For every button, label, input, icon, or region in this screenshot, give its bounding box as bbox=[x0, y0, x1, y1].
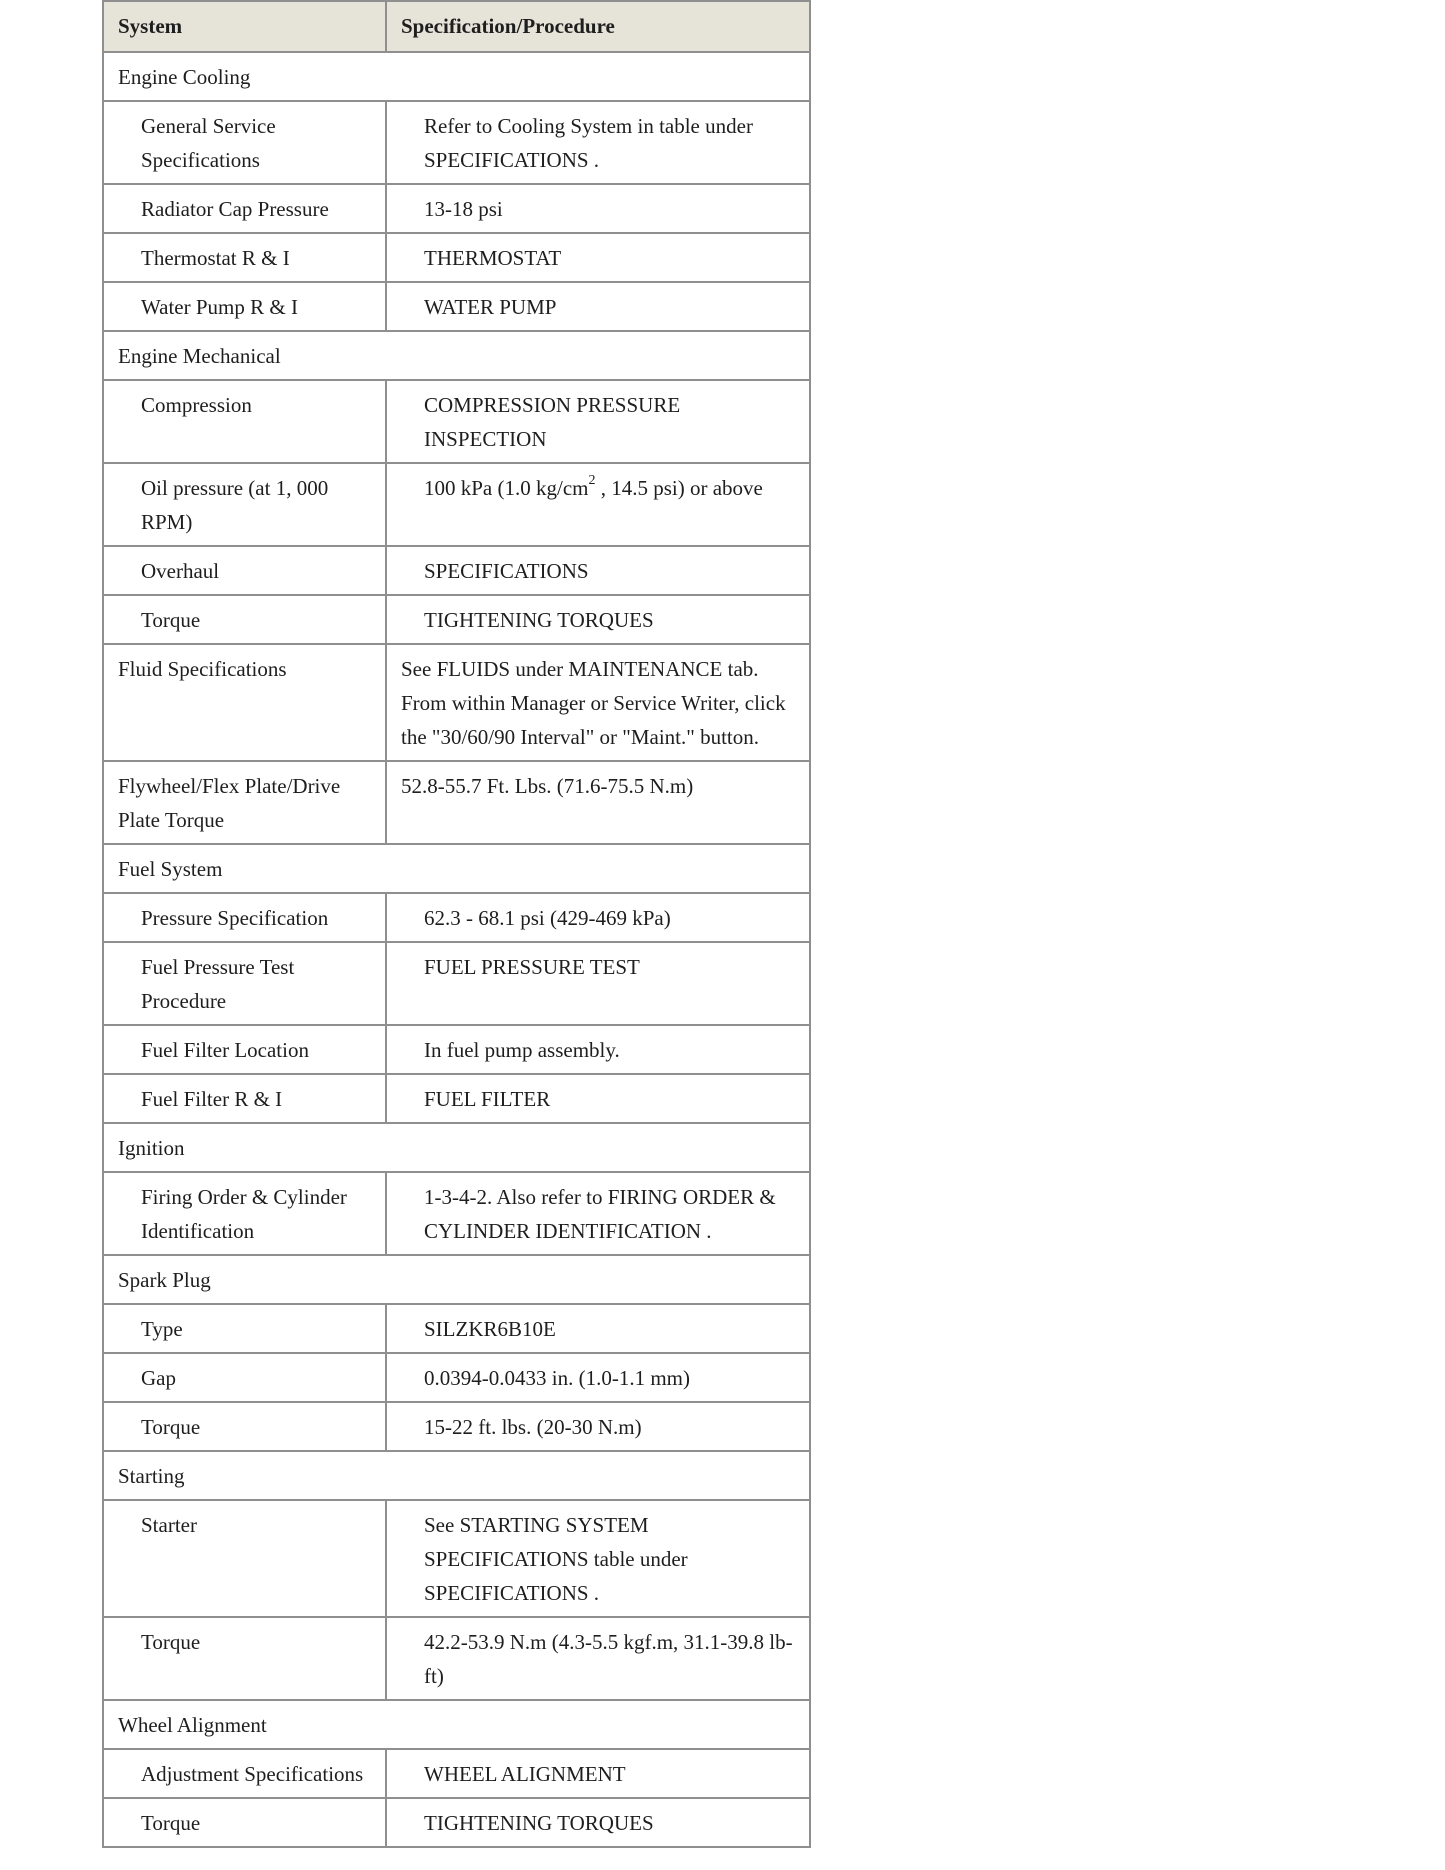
header-specification: Specification/Procedure bbox=[386, 1, 810, 52]
spec-cell: WATER PUMP bbox=[386, 282, 810, 331]
system-cell: Torque bbox=[103, 595, 386, 644]
spec-cell: THERMOSTAT bbox=[386, 233, 810, 282]
system-cell: Overhaul bbox=[103, 546, 386, 595]
spec-text-after: , 14.5 psi) or above bbox=[595, 476, 763, 500]
table-row bbox=[103, 463, 810, 546]
system-cell: Oil pressure (at 1, 000 RPM) bbox=[103, 463, 386, 546]
spec-cell: SILZKR6B10E bbox=[386, 1304, 810, 1353]
table-row bbox=[103, 1025, 810, 1074]
table-row-group bbox=[103, 52, 810, 101]
spec-cell: COMPRESSION PRESSURE INSPECTION bbox=[386, 380, 810, 463]
table-row bbox=[103, 942, 810, 1025]
system-cell: Type bbox=[103, 1304, 386, 1353]
system-cell: Torque bbox=[103, 1798, 386, 1847]
table-row bbox=[103, 380, 810, 463]
table-row bbox=[103, 233, 810, 282]
system-cell: Fuel Filter Location bbox=[103, 1025, 386, 1074]
table-header bbox=[103, 1, 810, 52]
table-row bbox=[103, 761, 810, 844]
system-cell: General Service Specifications bbox=[103, 101, 386, 184]
table-row bbox=[103, 1304, 810, 1353]
table-row bbox=[103, 1617, 810, 1700]
table-row bbox=[103, 1798, 810, 1847]
table-row bbox=[103, 1172, 810, 1255]
spec-text-before: 100 kPa (1.0 kg/cm bbox=[424, 476, 589, 500]
table-row-group bbox=[103, 1451, 810, 1500]
system-cell: Starter bbox=[103, 1500, 386, 1617]
system-cell: Fuel Pressure Test Procedure bbox=[103, 942, 386, 1025]
table-row-group bbox=[103, 844, 810, 893]
spec-cell: Refer to Cooling System in table under SPECIFICATIONS . bbox=[386, 101, 810, 184]
group-label: Wheel Alignment bbox=[103, 1700, 810, 1749]
system-cell: Gap bbox=[103, 1353, 386, 1402]
spec-cell: See FLUIDS under MAINTENANCE tab. From within Manager or Service Writer, click the "30/60/90 Interval" or "Maint." button. bbox=[386, 644, 810, 761]
group-label: Fuel System bbox=[103, 844, 810, 893]
group-label: Engine Mechanical bbox=[103, 331, 810, 380]
system-cell: Thermostat R & I bbox=[103, 233, 386, 282]
header-row bbox=[103, 1, 810, 52]
table-row bbox=[103, 644, 810, 761]
group-label: Engine Cooling bbox=[103, 52, 810, 101]
table-row-group bbox=[103, 1255, 810, 1304]
system-cell: Radiator Cap Pressure bbox=[103, 184, 386, 233]
group-label: Starting bbox=[103, 1451, 810, 1500]
table-row-group bbox=[103, 1123, 810, 1172]
spec-cell: TIGHTENING TORQUES bbox=[386, 595, 810, 644]
table-row bbox=[103, 282, 810, 331]
system-cell: Pressure Specification bbox=[103, 893, 386, 942]
table-row bbox=[103, 1353, 810, 1402]
table-body bbox=[103, 52, 810, 1847]
group-label: Spark Plug bbox=[103, 1255, 810, 1304]
system-cell: Firing Order & Cylinder Identification bbox=[103, 1172, 386, 1255]
table-row bbox=[103, 546, 810, 595]
table-row-group bbox=[103, 1700, 810, 1749]
spec-cell: FUEL PRESSURE TEST bbox=[386, 942, 810, 1025]
system-cell: Adjustment Specifications bbox=[103, 1749, 386, 1798]
spec-cell: 62.3 - 68.1 psi (429-469 kPa) bbox=[386, 893, 810, 942]
system-cell: Torque bbox=[103, 1402, 386, 1451]
spec-cell bbox=[386, 463, 810, 546]
table-row bbox=[103, 893, 810, 942]
spec-cell: WHEEL ALIGNMENT bbox=[386, 1749, 810, 1798]
spec-cell: 15-22 ft. lbs. (20-30 N.m) bbox=[386, 1402, 810, 1451]
spec-cell: 13-18 psi bbox=[386, 184, 810, 233]
spec-cell: See STARTING SYSTEM SPECIFICATIONS table under SPECIFICATIONS . bbox=[386, 1500, 810, 1617]
spec-cell: FUEL FILTER bbox=[386, 1074, 810, 1123]
specifications-table bbox=[102, 0, 811, 1848]
spec-cell: SPECIFICATIONS bbox=[386, 546, 810, 595]
table-row bbox=[103, 101, 810, 184]
system-cell: Torque bbox=[103, 1617, 386, 1700]
system-cell: Compression bbox=[103, 380, 386, 463]
system-cell: Fluid Specifications bbox=[103, 644, 386, 761]
table-row bbox=[103, 595, 810, 644]
spec-cell: 1-3-4-2. Also refer to FIRING ORDER & CYLINDER IDENTIFICATION . bbox=[386, 1172, 810, 1255]
table-row bbox=[103, 184, 810, 233]
spec-cell: TIGHTENING TORQUES bbox=[386, 1798, 810, 1847]
table-row bbox=[103, 1074, 810, 1123]
table-row bbox=[103, 1749, 810, 1798]
system-cell: Fuel Filter R & I bbox=[103, 1074, 386, 1123]
system-cell: Water Pump R & I bbox=[103, 282, 386, 331]
superscript: 2 bbox=[588, 473, 596, 488]
table-row-group bbox=[103, 331, 810, 380]
spec-cell: In fuel pump assembly. bbox=[386, 1025, 810, 1074]
table-row bbox=[103, 1402, 810, 1451]
table-row bbox=[103, 1500, 810, 1617]
system-cell: Flywheel/Flex Plate/Drive Plate Torque bbox=[103, 761, 386, 844]
group-label: Ignition bbox=[103, 1123, 810, 1172]
header-system: System bbox=[103, 1, 386, 52]
spec-cell: 42.2-53.9 N.m (4.3-5.5 kgf.m, 31.1-39.8 lb-ft) bbox=[386, 1617, 810, 1700]
spec-cell: 0.0394-0.0433 in. (1.0-1.1 mm) bbox=[386, 1353, 810, 1402]
spec-cell: 52.8-55.7 Ft. Lbs. (71.6-75.5 N.m) bbox=[386, 761, 810, 844]
